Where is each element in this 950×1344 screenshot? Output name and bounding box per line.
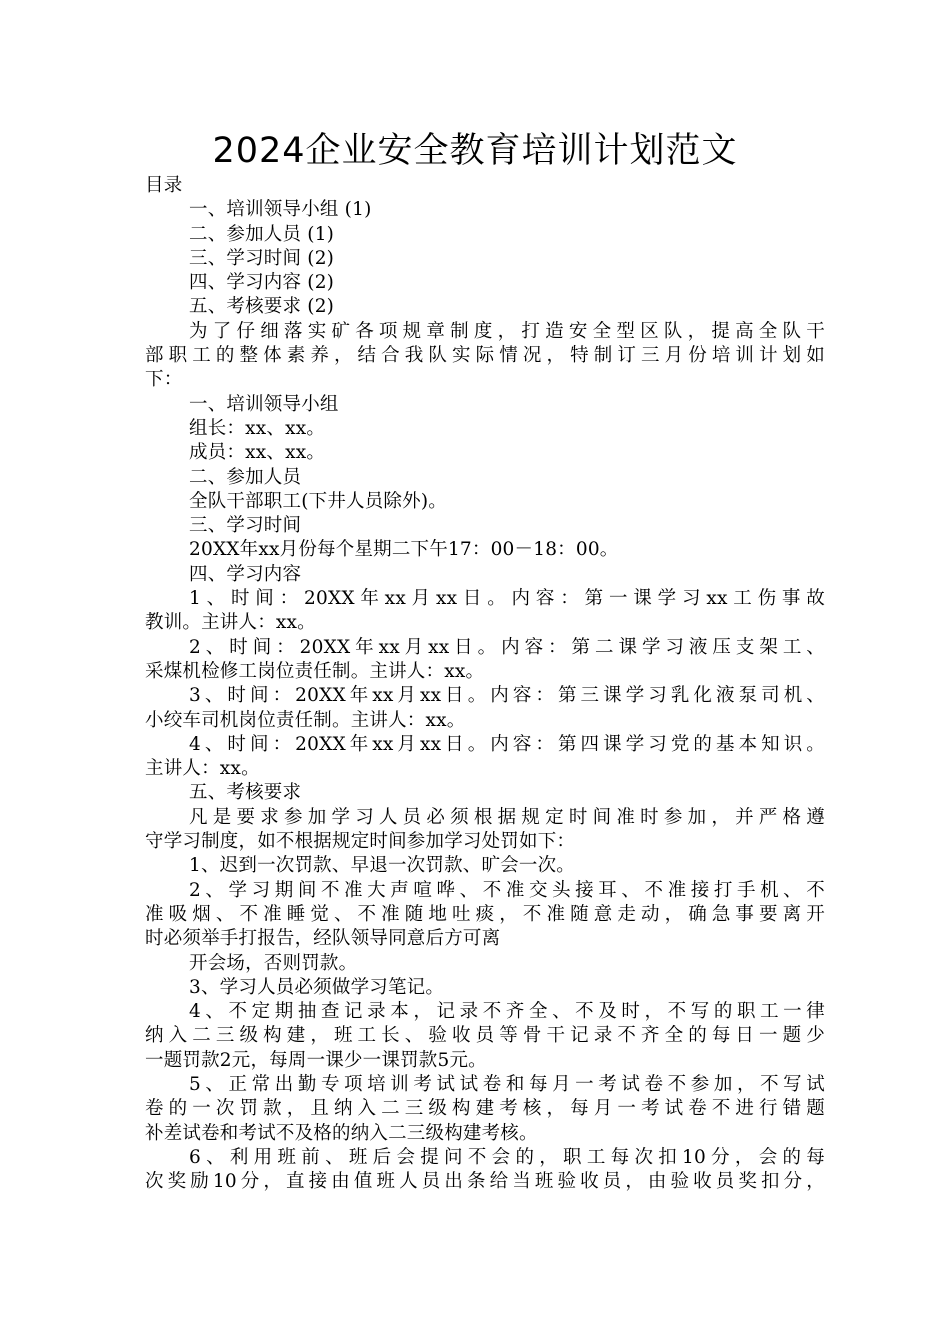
- text-line: 三、学习时间 (2): [189, 247, 335, 269]
- text-line: 为了仔细落实矿各项规章制度，打造安全型区队，提高全队干: [189, 320, 825, 342]
- text-line: 2、学习期间不准大声喧哗、不准交头接耳、不准接打手机、不: [189, 879, 825, 901]
- text-line: 3、时间：20XX年xx月xx日。内容：第三课学习乳化液泵司机、: [189, 685, 825, 707]
- text-line: 二、参加人员 (1): [189, 223, 335, 245]
- text-line: 凡是要求参加学习人员必须根据规定时间准时参加，并严格遵: [189, 806, 825, 828]
- text-line: 补差试卷和考试不及格的纳入二三级构建考核。: [145, 1122, 538, 1144]
- text-line: 2、时间：20XX年xx月xx日。内容：第二课学习液压支架工、: [189, 636, 825, 658]
- text-line: 下：: [145, 369, 183, 391]
- text-line: 五、考核要求: [189, 782, 302, 804]
- text-line: 守学习制度，如不根据规定时间参加学习处罚如下：: [145, 831, 576, 853]
- text-line: 采煤机检修工岗位责任制。主讲人：xx。: [145, 660, 485, 682]
- text-line: 5、正常出勤专项培训考试试卷和每月一考试卷不参加，不写试: [189, 1073, 825, 1095]
- text-line: 目录: [145, 175, 183, 196]
- text-line: 全队干部职工(下井人员除外)。: [189, 490, 447, 512]
- text-line: 1、迟到一次罚款、早退一次罚款、旷会一次。: [189, 855, 575, 877]
- text-line: 部职工的整体素养，结合我队实际情况，特制订三月份培训计划如: [145, 345, 825, 367]
- text-line: 成员：xx、xx。: [189, 442, 326, 464]
- text-line: 四、学习内容: [189, 563, 302, 585]
- text-line: 准吸烟、不准睡觉、不准随地吐痰，不准随意走动，确急事要离开: [145, 903, 825, 925]
- text-line: 二、参加人员: [189, 466, 302, 488]
- text-line: 6、利用班前、班后会提问不会的，职工每次扣10分，会的每: [189, 1146, 825, 1168]
- text-line: 20XX年xx月份每个星期二下午17：00－18：00。: [189, 539, 619, 561]
- document-body: [145, 174, 825, 1194]
- text-line: 4、不定期抽查记录本，记录不齐全、不及时，不写的职工一律: [189, 1001, 825, 1023]
- text-line: 三、学习时间: [189, 515, 302, 537]
- text-line: 1、时间：20XX年xx月xx日。内容：第一课学习xx工伤事故: [189, 588, 825, 610]
- text-line: 五、考核要求 (2): [189, 296, 335, 318]
- text-line: 时必须举手打报告，经队领导同意后方可离: [145, 928, 501, 950]
- text-line: 教训。主讲人：xx。: [145, 612, 316, 634]
- document-title: 2024企业安全教育培训计划范文: [212, 131, 738, 171]
- text-line: 主讲人：xx。: [145, 758, 260, 780]
- text-line: 四、学习内容 (2): [189, 272, 335, 294]
- text-line: 开会场，否则罚款。: [189, 952, 358, 974]
- text-line: 4、时间：20XX年xx月xx日。内容：第四课学习党的基本知识。: [189, 733, 825, 755]
- text-line: 3、学习人员必须做学习笔记。: [189, 976, 445, 998]
- text-line: 卷的一次罚款，且纳入二三级构建考核，每月一考试卷不进行错题: [145, 1098, 825, 1120]
- text-line: 一、培训领导小组: [189, 393, 339, 415]
- text-line: 次奖励10分，直接由值班人员出条给当班验收员，由验收员奖扣分，: [145, 1171, 825, 1193]
- text-line: 一题罚款2元，每周一课少一课罚款5元。: [145, 1049, 487, 1071]
- text-line: 组长：xx、xx。: [189, 417, 326, 439]
- text-line: 一、培训领导小组 (1): [189, 199, 372, 221]
- text-line: 纳入二三级构建，班工长、验收员等骨干记录不齐全的每日一题少: [145, 1025, 825, 1047]
- text-line: 小绞车司机岗位责任制。主讲人：xx。: [145, 709, 466, 731]
